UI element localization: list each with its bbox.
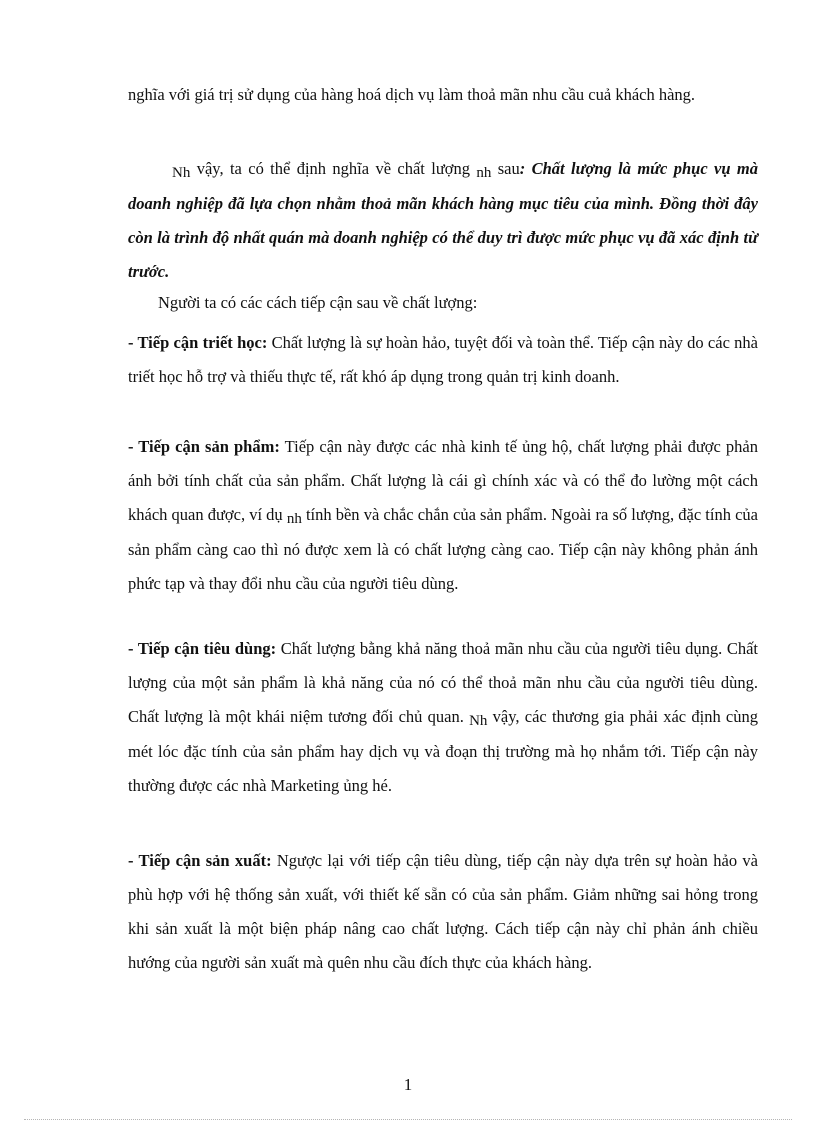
item-text: Chất lượng bằng khả năng thoả mãn nhu cầu của người tiêu dụng. Chất lượng của một sản phẩm là khả năng của nó có thể thoả mãn nhu cầu của người tiêu dùng. Chất lượng là một khái niệm tương đối chủ quan.	[128, 639, 759, 726]
abbrev-nh: Nh	[172, 165, 191, 181]
list-item	[128, 632, 758, 803]
item-label: - Tiếp cận sản phẩm:	[128, 437, 280, 456]
paragraph-text: vậy, ta có thể định nghĩa về chất lượng	[190, 159, 477, 178]
item-text: Ngược lại với tiếp cận tiêu dùng, tiếp cận này dựa trên sự hoàn hảo và phù hợp với hệ thống sản xuất, với thiết kế sẵn có của sản phẩm. Giảm những sai hỏng trong khi sản xuất là một biện pháp nâng cao chất lượng. Cách tiếp cận này chỉ phản ánh chiều hướng của người sản xuất mà quên nhu cầu đích thực của khách hàng.	[128, 851, 758, 972]
item-text: vậy, các thương gia phải xác định cùng mét lóc đặc tính của sản phẩm hay dịch vụ và đoạn thị trường mà họ nhắm tới. Tiếp cận này thường được các nhà Marketing ủng hé.	[128, 707, 758, 795]
page-bottom-divider	[24, 1119, 792, 1120]
paragraph-intro	[128, 286, 758, 320]
paragraph-definition	[128, 152, 758, 289]
paragraph-continued	[128, 78, 758, 112]
definition-emphasis: : Chất lượng là mức phục vụ mà doanh nghiệp đã lựa chọn nhằm thoả mãn khách hàng mục tiêu của mình. Đồng thời đây còn là trình độ nhất quán mà doanh nghiệp có thể duy trì được mức phục vụ đã xác định từ trước.	[128, 159, 758, 281]
item-text: Tiếp cận này được các nhà kinh tế ủng hộ, chất lượng phải được phản ánh bởi tính chất của sản phẩm. Chất lượng là cái gì chính xác và có thể đo lường một cách khách quan được, ví dụ	[128, 437, 758, 524]
abbrev-nh: Nh	[469, 713, 488, 729]
page-number: 1	[403, 1075, 413, 1094]
item-label: - Tiếp cận tiêu dùng:	[128, 639, 277, 658]
list-item	[128, 430, 758, 601]
abbrev-nh: nh	[286, 511, 302, 527]
item-text: tính bền và chắc chắn của sản phẩm. Ngoài ra số lượng, đặc tính của sản phẩm càng cao thì nó được xem là có chất lượng càng cao. Tiếp cận này không phản ánh phức tạp và thay đổi nhu cầu của người tiêu dùng.	[128, 505, 758, 593]
item-label: - Tiếp cận triết học:	[128, 333, 268, 352]
item-text: Chất lượng là sự hoàn hảo, tuyệt đối và toàn thể. Tiếp cận này do các nhà triết học hỗ trợ và thiếu thực tế, rất khó áp dụng trong quản trị kinh doanh.	[128, 333, 758, 386]
list-item	[128, 326, 758, 394]
abbrev-nh: nh	[476, 165, 492, 181]
paragraph-text: Người ta có các cách tiếp cận sau về chất lượng:	[158, 293, 478, 312]
item-label: - Tiếp cận sản xuất:	[128, 851, 272, 870]
paragraph-text: sau	[491, 159, 520, 178]
list-item	[128, 844, 758, 980]
paragraph-text: nghĩa với giá trị sử dụng của hàng hoá dịch vụ làm thoả mãn nhu cầu cuả khách hàng.	[128, 85, 696, 104]
